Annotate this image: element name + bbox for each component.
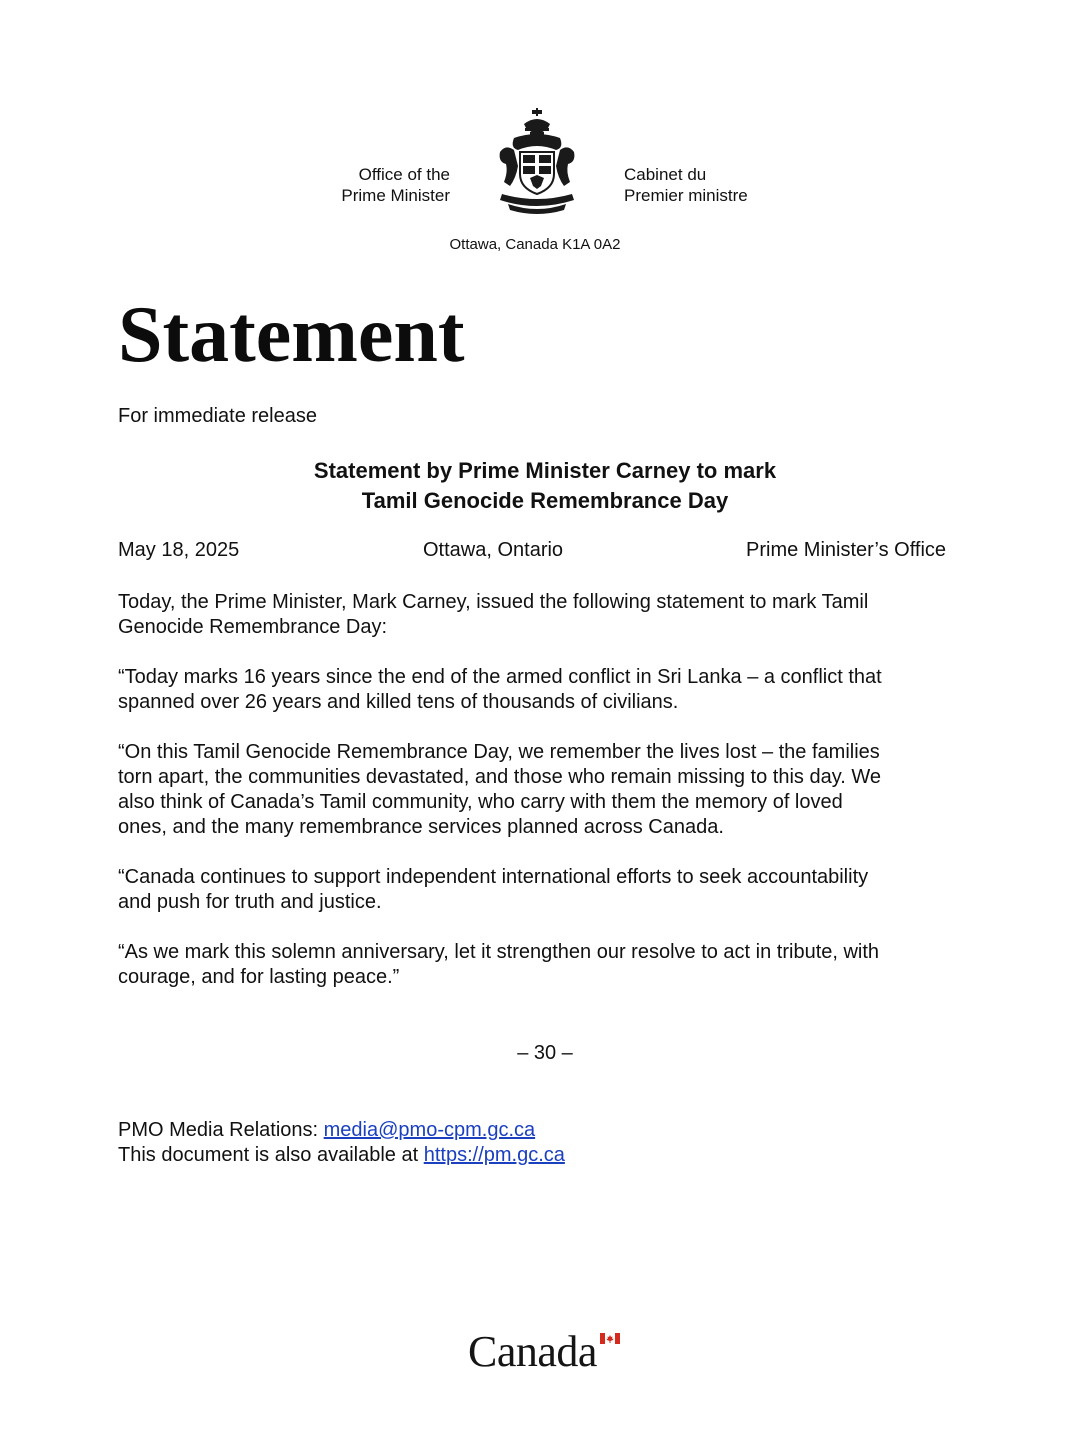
body-line: spanned over 26 years and killed tens of thousands of civilians. — [118, 691, 679, 713]
media-relations-row — [118, 1118, 565, 1143]
release-office: Prime Minister’s Office — [746, 539, 947, 561]
body-line: “As we mark this solemn anniversary, let it strengthen our resolve to act in tribute, with — [118, 941, 880, 963]
office-name-english-line: Prime Minister — [341, 186, 450, 205]
end-of-release-mark: – 30 – — [517, 1042, 573, 1064]
contact-block — [118, 1118, 565, 1168]
body-line: courage, and for lasting peace.” — [118, 966, 400, 988]
release-date: May 18, 2025 — [118, 539, 240, 561]
coat-of-arms-icon — [494, 108, 580, 218]
body-line: “Canada continues to support independent international efforts to seek accountability — [118, 866, 869, 888]
office-name-french-line: Cabinet du — [624, 165, 707, 184]
office-name-english — [250, 164, 450, 206]
body-line: also think of Canada’s Tamil community, who carry with them the memory of loved — [118, 791, 843, 813]
availability-row — [118, 1143, 565, 1168]
office-address: Ottawa, Canada K1A 0A2 — [449, 236, 621, 253]
statement-body — [118, 590, 978, 1015]
media-email-link[interactable]: media@pmo-cpm.gc.ca — [323, 1119, 536, 1141]
availability-label: This document is also available at — [118, 1144, 424, 1166]
body-line: torn apart, the communities devastated, and those who remain missing to this day. We — [118, 766, 881, 788]
body-line: Today, the Prime Minister, Mark Carney, issued the following statement to mark Tamil — [118, 591, 869, 613]
document-type-title: Statement — [118, 291, 465, 379]
body-line: Genocide Remembrance Day: — [118, 616, 388, 638]
office-name-french — [624, 164, 844, 206]
office-name-english-line: Office of the — [358, 165, 450, 184]
body-line: ones, and the many remembrance services planned across Canada. — [118, 816, 724, 838]
statement-headline — [180, 456, 910, 516]
canada-wordmark-text: Canada — [468, 1327, 597, 1376]
media-relations-label: PMO Media Relations: — [118, 1119, 324, 1141]
body-paragraph — [118, 665, 978, 715]
body-paragraph — [118, 590, 978, 640]
body-paragraph — [118, 940, 978, 990]
headline-line: Tamil Genocide Remembrance Day — [361, 488, 729, 513]
body-line: and push for truth and justice. — [118, 891, 382, 913]
canada-flag-icon — [600, 1333, 620, 1344]
body-paragraph — [118, 740, 978, 840]
release-notice: For immediate release — [118, 405, 317, 427]
release-location: Ottawa, Ontario — [423, 539, 564, 561]
body-line: “On this Tamil Genocide Remembrance Day, we remember the lives lost – the families — [118, 741, 880, 763]
office-name-french-line: Premier ministre — [624, 186, 748, 205]
headline-line: Statement by Prime Minister Carney to mark — [313, 458, 777, 483]
body-line: “Today marks 16 years since the end of the armed conflict in Sri Lanka – a conflict that — [118, 666, 882, 688]
pm-website-link[interactable]: https://pm.gc.ca — [423, 1144, 565, 1166]
body-paragraph — [118, 865, 978, 915]
